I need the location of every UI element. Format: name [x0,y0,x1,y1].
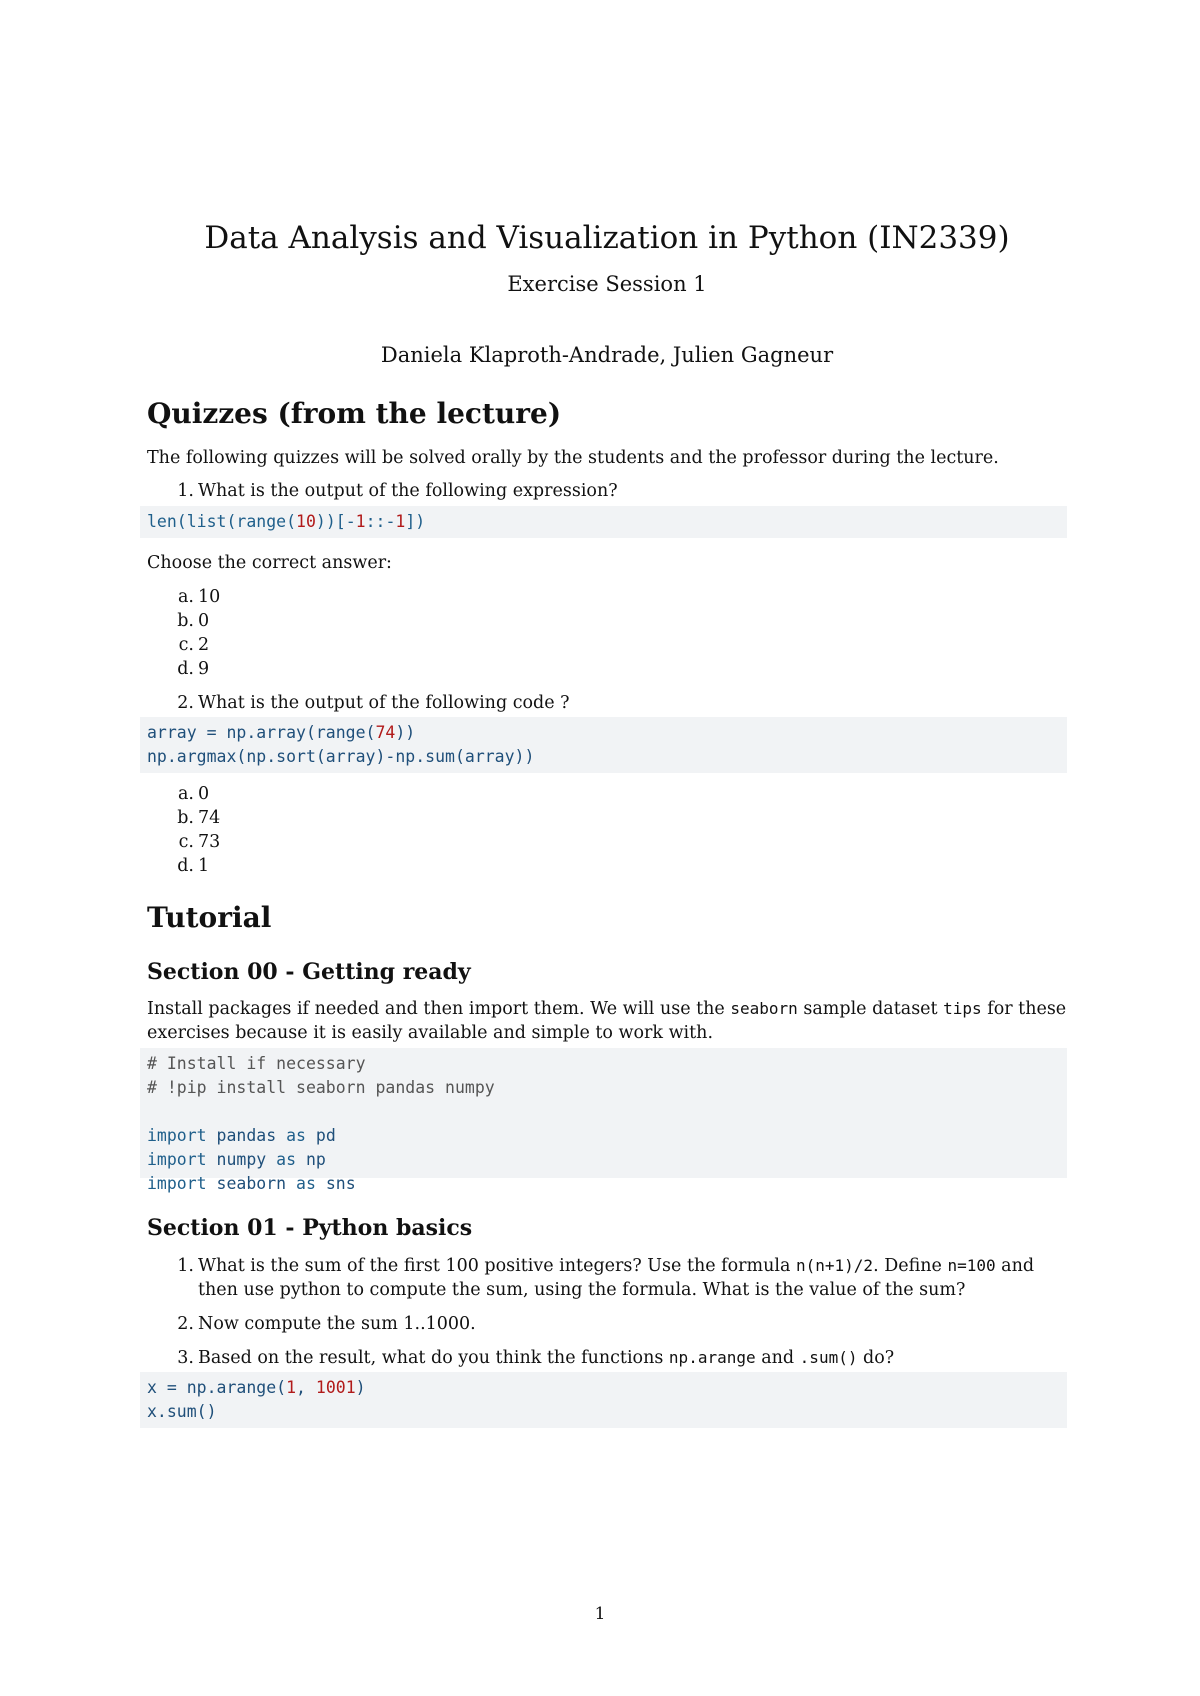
quiz-1-code-block: len(list(range(10))[-1::-1]) [140,506,1067,538]
section-01-code-block: x = np.arange(1, 1001) x.sum() [140,1372,1067,1428]
section-00-text: Install packages if needed and then import them. We will use the seaborn sample dataset tips for these [147,999,1067,1019]
quizzes-heading: Quizzes (from the lecture) [147,397,562,430]
section-01-heading: Section 01 - Python basics [147,1215,473,1241]
page-number: 1 [594,1604,606,1624]
list-number: 2. [177,693,194,713]
section-00-text-line2: exercises because it is easily available and simple to work with. [147,1023,714,1043]
section-00-heading: Section 00 - Getting ready [147,959,471,985]
list-text: What is the output of the following expression? [198,481,618,501]
quizzes-intro: The following quizzes will be solved orally by the students and the professor during the lecture. [147,448,999,468]
tutorial-heading: Tutorial [147,901,272,934]
list-number: 1. [177,481,194,501]
list-text: What is the output of the following code ? [198,693,570,713]
document-title: Data Analysis and Visualization in Python (IN2339) [204,220,1010,256]
document-subtitle: Exercise Session 1 [507,272,707,296]
quiz-1-choose-label: Choose the correct answer: [147,553,392,573]
section-00-code-block: # Install if necessary # !pip install seaborn pandas numpy import pandas as pd import numpy as np import seaborn as sns [140,1048,1067,1178]
document-page: Data Analysis and Visualization in Python (IN2339) Exercise Session 1 Daniela Klaproth-Andrade, Julien Gagneur Quizzes (from the lecture) The following quizzes will be solved orally by the students and the professor during the lecture. 1. What is the output of the following expression? len(list(range(10))[-1::-1]) Choose the correct answer: a. 10 b. 0 c. 2 d. 9 2. What is the output of the following code ? array = np.array(range(74)) np.argmax(np.sort(array)-np.sum(array)) a. 0 b. 74 c. 73 d. 1 Tutorial Section 00 - Getting ready Install packages if needed and then import them. We will use the seaborn sample dataset tips for these exercises because it is easily available and simple to work with. # Install if necessary # !pip install seaborn pandas numpy import pandas as pd import numpy as np import seaborn as sns Section 01 - Python basics 1. What is the sum of the first 100 positive integers? Use the formula n(n+1)/2. Define n=100 and then use python to compute the sum, using the formula. What is the value of the sum? 2. Now compute the sum 1..1000. 3. Based on the result, what do you think the functions np.arange and .sum() do? x = np.arange(1, 1001) x.sum() 1 [0,0,1200,1696]
quiz-2-code-block: array = np.array(range(74)) np.argmax(np.sort(array)-np.sum(array)) [140,717,1067,773]
document-authors: Daniela Klaproth-Andrade, Julien Gagneur [380,343,834,367]
